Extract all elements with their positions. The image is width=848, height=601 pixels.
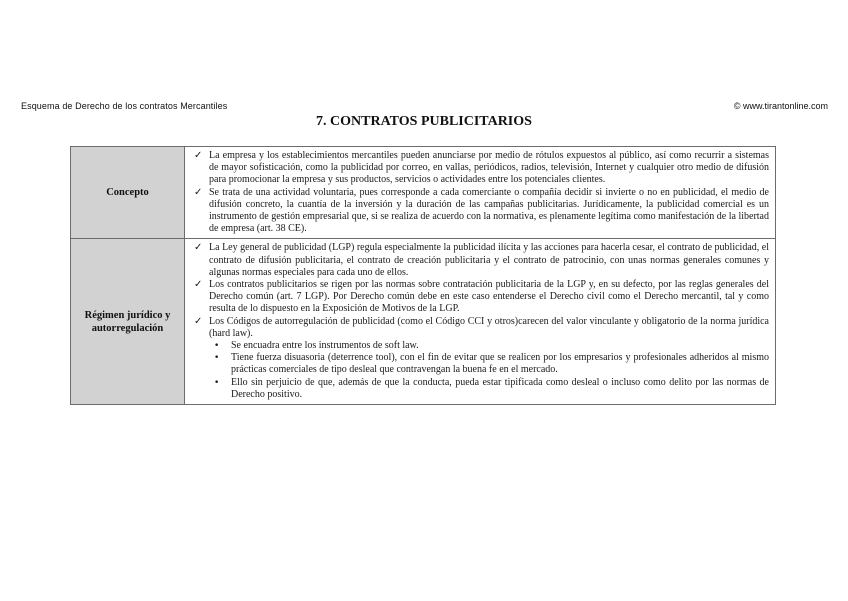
- list-item: [194, 187, 769, 236]
- content-table: [70, 146, 776, 405]
- item-text: Se encuadra entre los instrumentos de soft law.: [231, 340, 419, 352]
- list-item: [194, 150, 769, 187]
- bullet-icon: •: [214, 377, 220, 388]
- checkmark-icon: ✓: [194, 150, 203, 161]
- header-left: Esquema de Derecho de los contratos Mercantiles: [21, 101, 228, 111]
- bullet-icon: •: [214, 341, 220, 352]
- table-row-regimen: [71, 239, 776, 405]
- item-text: Los contratos publicitarios se rigen por las normas sobre contratación publicitaria de la LGP y, en su defecto, por las reglas generales del Derecho común (art. 7 LGP). Por Derecho común debe en este caso entenderse el Derecho civil como el Derecho mercantil, tal y como resulta de lo dispuesto en la Exposición de Motivos de la LGP.: [209, 279, 769, 315]
- list-item: [194, 242, 769, 279]
- list-item: [194, 377, 769, 401]
- row-content: [185, 147, 776, 239]
- checkmark-icon: ✓: [194, 315, 203, 327]
- list-item: [194, 279, 769, 316]
- item-text: Tiene fuerza disuasoria (deterrence tool), con el fin de evitar que se realicen por los empresarios y profesionales adheridos al mismo prácticas comerciales de tipo desleal que contravengan la buena fe en el mercado.: [231, 352, 769, 376]
- item-text: La empresa y los establecimientos mercantiles pueden anunciarse por medio de rótulos expuestos al público, así como recurrir a sistemas de mayor sofisticación, como la publicidad por correo, en vallas, periódicos, radios, televisión, Internet y cualquier otro medio de difusión para promocionar la empresa y sus productos, servicios o actividades entre los potenciales clientes.: [209, 150, 769, 186]
- item-text: Se trata de una actividad voluntaria, pues corresponde a cada comerciante o compañía decidir si invierte o no en publicidad, el medio de difusión concreto, la cuantía de la inversión y la duración de las campañas publicitarias. Jurídicamente, la publicidad comercial es un instrumento de gestión empresarial que, si se realiza de acuerdo con la normativa, es plenamente legítima como manifestación de la libertad de empresa (art. 38 CE).: [209, 186, 769, 235]
- list-item: [194, 352, 769, 376]
- list-item: [194, 340, 769, 352]
- table-row-concepto: [71, 147, 776, 239]
- list-item: [194, 316, 769, 340]
- item-text: Los Códigos de autorregulación de publicidad (como el Código CCI y otros)carecen del valor vinculante y obligatorio de la norma jurídica (hard law).: [209, 315, 769, 339]
- bullet-icon: •: [214, 353, 220, 364]
- page-title: 7. CONTRATOS PUBLICITARIOS: [316, 114, 532, 129]
- checkmark-icon: ✓: [194, 279, 203, 291]
- item-text: Ello sin perjuicio de que, además de que la conducta, pueda estar tipificada como desleal o incluso como delito por las normas de Derecho positivo.: [231, 376, 769, 400]
- row-label: Régimen jurídico y autorregulación: [71, 239, 185, 405]
- row-content: [185, 239, 776, 405]
- checkmark-icon: ✓: [194, 186, 203, 198]
- item-text: La Ley general de publicidad (LGP) regula especialmente la publicidad ilícita y las acciones para hacerla cesar, el contrato de publicidad, el contrato de difusión publicitaria, el contrato de creación publicitaria y el contrato de patrocinio, con unas normas generales comunes y algunas normas especiales para cada uno de ellos.: [209, 242, 769, 278]
- row-label: Concepto: [71, 147, 185, 239]
- checkmark-icon: ✓: [194, 242, 203, 254]
- header-right: © www.tirantonline.com: [733, 101, 828, 111]
